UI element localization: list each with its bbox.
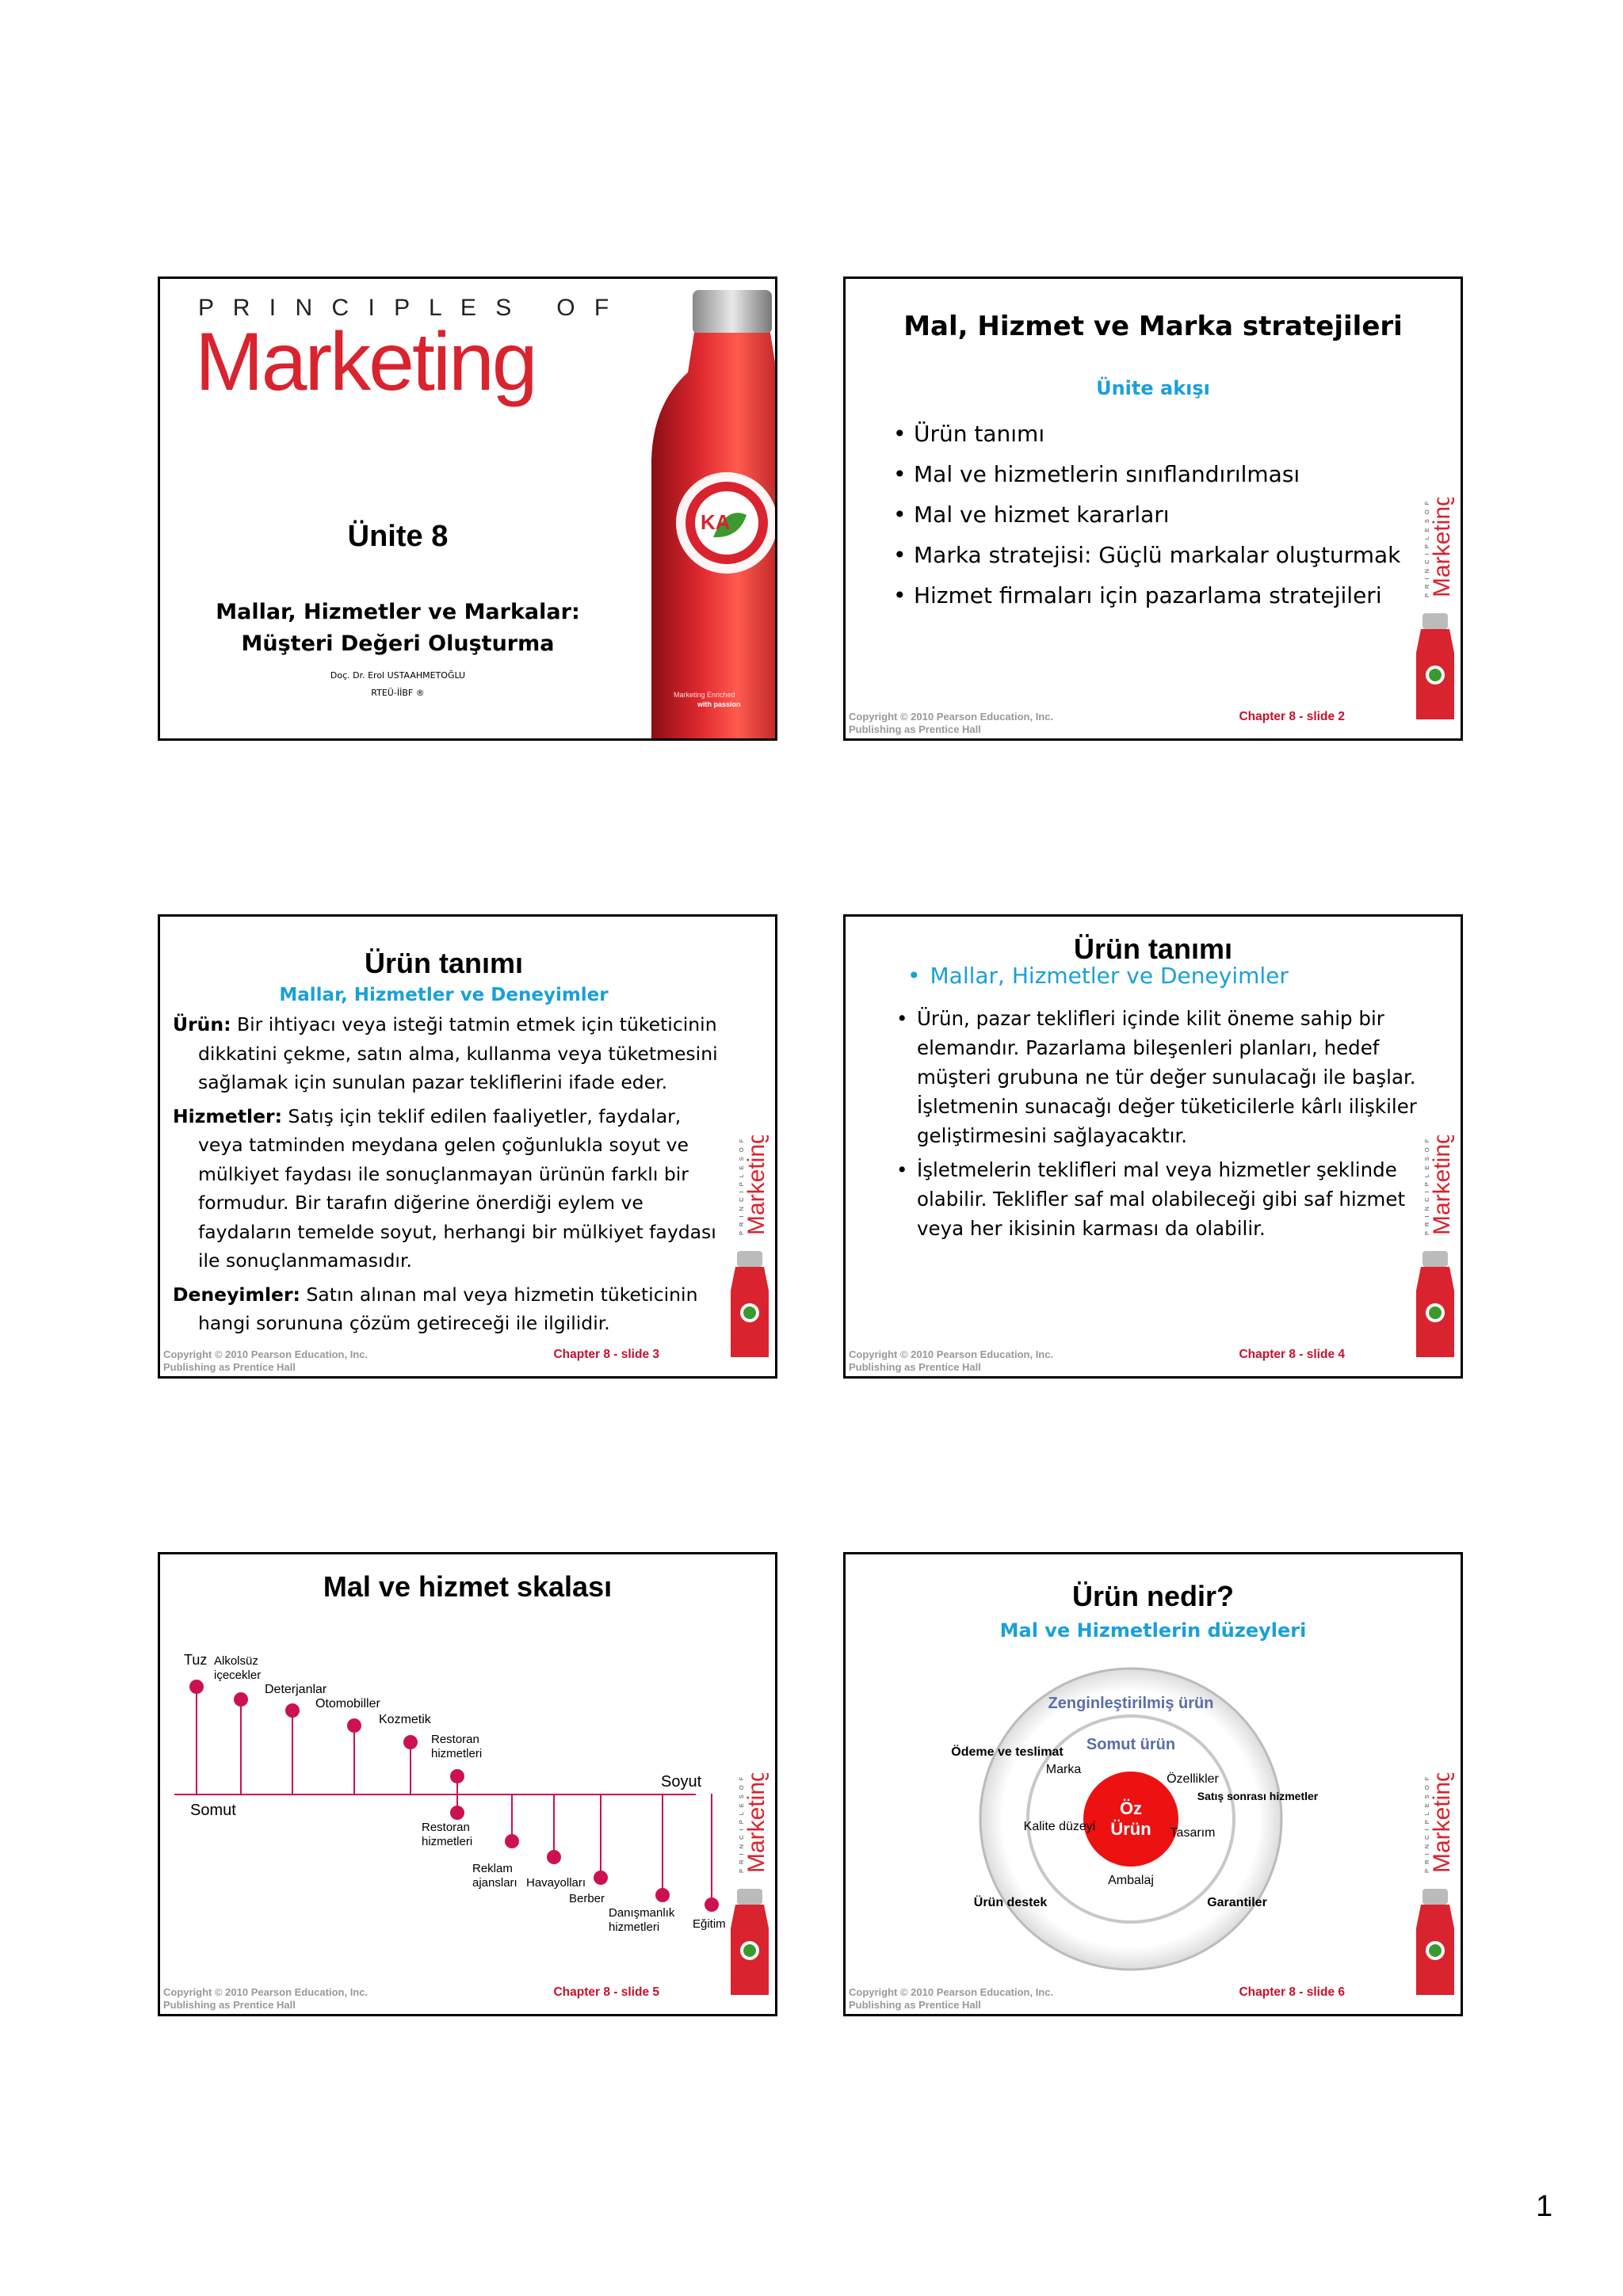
svg-text:Ambalaj: Ambalaj [1108,1874,1154,1887]
bullet-item: • Mal ve hizmet kararları [892,494,1415,535]
side-logo [1415,1135,1456,1357]
scale-dot [285,1703,300,1718]
side-logo-mark [729,1773,770,1995]
scale-item-label: Restoran hizmetleri [431,1733,483,1760]
page-number: 1 [1536,2190,1553,2223]
side-logo [729,1135,770,1357]
svg-text:Marketing: Marketing [743,1773,769,1873]
title-line-2: Müşteri Değeri Oluşturma [241,631,555,656]
side-logo-mark [1415,1135,1456,1357]
bullet-item: • Hizmet firmaları için pazarlama stratejileri [892,575,1415,616]
scale-dot [594,1871,608,1885]
svg-text:Özellikler: Özellikler [1167,1772,1219,1786]
scale-dot [655,1888,670,1902]
svg-text:Ödeme ve teslimat: Ödeme ve teslimat [951,1745,1064,1759]
slide-subtitle: Ünite akışı [1096,377,1210,399]
scale-dot [234,1692,248,1707]
scale-item-label: Tuz [184,1652,208,1668]
slide-title: Mal ve hizmet skalası [323,1570,613,1603]
scale-axis [174,1794,696,1795]
slide-4 [843,914,1463,1379]
chapter-slide-label: Chapter 8 - slide 4 [1239,1348,1345,1361]
svg-text:Marketing Enriched: Marketing Enriched [674,691,735,699]
copyright: Copyright © 2010 Pearson Education, Inc. Publishing as Prentice Hall [849,1348,1054,1373]
svg-text:Tasarım: Tasarım [1170,1826,1216,1840]
series-label: P R I N C I P L E S O F [198,295,616,321]
slide-3 [158,914,777,1379]
svg-text:P R I N C I P L E S O F: P R I N C I P L E S O F [738,1137,745,1235]
definitions [173,1010,731,1338]
scale-dot [450,1806,464,1820]
slide-6 [843,1552,1463,2016]
scale-dot [403,1735,418,1749]
copyright: Copyright © 2010 Pearson Education, Inc. Publishing as Prentice Hall [163,1986,369,2011]
scale-stem [410,1742,411,1794]
bullet-item: • Marka stratejisi: Güçlü markalar oluşturmak [892,535,1415,575]
svg-text:KA: KA [701,510,731,534]
slide-title: Ürün tanımı [364,947,523,979]
slide-1 [158,277,777,741]
definition-services: Hizmetler: Satış için teklif edilen faaliyetler, faydalar, veya tatminden meydana gelen çoğunlukla soyut ve mülkiyet faydası ile sonuçlanmayan ürünün farklı bir formudur. Bir tarafın diğerine önerdiği eylem ve faydaların temelde soyut, herhangi bir mülkiyet faydası ile sonuçlanmamasıdır. [173,1104,716,1272]
slide-title: Ürün tanımı [1073,933,1232,965]
svg-text:Kalite düzeyi: Kalite düzeyi [1023,1820,1096,1833]
brand-wordmark: Marketing [195,316,536,408]
chapter-slide-label: Chapter 8 - slide 6 [1239,1985,1345,1999]
svg-text:Ürün destek: Ürün destek [973,1896,1048,1909]
slide-subtitle: Mallar, Hizmetler ve Deneyimler [279,985,609,1005]
svg-text:Marketing: Marketing [743,1135,769,1235]
side-logo-mark [729,1135,770,1357]
scale-stem [292,1711,293,1794]
side-logo [1415,498,1456,719]
bullet-item: • Ürün, pazar teklifleri içinde kilit öneme sahip bir elemandır. Pazarlama bileşenleri planları, hedef müşteri grubuna ne tür değer sunulacağı ile başlar. İşletmenin sunacağı değer tüketicilerle kârlı ilişkiler geliştirmesini sağlayacaktır. [895,1004,1418,1150]
slide-2 [843,277,1463,741]
chapter-slide-label: Chapter 8 - slide 3 [553,1348,659,1361]
scale-item-label: Danışmanlık hizmetleri [609,1906,675,1934]
copyright: Copyright © 2010 Pearson Education, Inc. Publishing as Prentice Hall [849,711,1054,735]
svg-text:Öz: Öz [1119,1798,1143,1818]
svg-text:Marka: Marka [1045,1763,1082,1776]
scale-dot [450,1769,464,1783]
scale-dot [547,1850,561,1864]
author: Doç. Dr. Erol USTAAHMETOĞLU [330,670,466,681]
scale-stem [600,1794,601,1878]
scale-item-label: Deterjanlar [265,1683,327,1696]
scale-dot [189,1680,204,1694]
unit-title: Ünite 8 [347,520,449,553]
svg-text:P R I N C I P L E S O F: P R I N C I P L E S O F [1423,499,1430,597]
definition-product: Ürün: Bir ihtiyacı veya isteği tatmin etmek için tüketicinin dikkatini çekme, satın alma, kullanma veya tüketmesini sağlamak için sunulan pazar tekliflerini ifade eder. [173,1013,718,1093]
slide-subtitle: Mal ve Hizmetlerin düzeyleri [999,1619,1307,1642]
copyright: Copyright © 2010 Pearson Education, Inc. Publishing as Prentice Hall [849,1986,1054,2011]
svg-text:Satış sonrası hizmetler: Satış sonrası hizmetler [1197,1790,1319,1802]
copyright: Copyright © 2010 Pearson Education, Inc. Publishing as Prentice Hall [163,1348,369,1373]
scale-item-label: Berber [569,1892,605,1905]
bullet-item: • İşletmelerin teklifleri mal veya hizmetler şeklinde olabilir. Teklifler saf mal olabileceği gibi saf hizmet veya her ikisinin karması da olabilir. [895,1155,1418,1243]
definition-experiences: Deneyimler: Satın alınan mal veya hizmetin tüketicinin hangi sorununa çözüm getireceği ile ilgilidir. [173,1283,698,1334]
scale-stem [240,1699,242,1794]
title-line-1: Mallar, Hizmetler ve Markalar: [216,600,580,624]
scale-item-label: Eğitim [693,1917,726,1931]
scale-dot [347,1718,361,1733]
scale-stem [662,1794,663,1895]
scale-item-label: Reklam ajansları [472,1862,517,1890]
bullet-list [892,414,1415,616]
svg-text:Marketing: Marketing [1429,1773,1455,1873]
slide-5 [158,1552,777,2016]
side-logo [729,1773,770,1995]
slide-title: Mal, Hizmet ve Marka stratejileri [903,311,1403,342]
svg-text:P R I N C I P L E S O F: P R I N C I P L E S O F [1423,1137,1430,1235]
scale-item-label: Otomobiller [315,1697,380,1711]
svg-text:Zenginleştirilmiş ürün: Zenginleştirilmiş ürün [1048,1695,1214,1712]
svg-text:Marketing: Marketing [1429,1135,1455,1235]
institution: RTEÜ-İİBF ® [371,688,425,698]
scale-item-label: Havayolları [526,1876,586,1890]
bullet-list [895,1004,1418,1243]
scale-dot [705,1897,719,1912]
svg-text:Marketing: Marketing [1429,498,1455,597]
chapter-slide-label: Chapter 8 - slide 2 [1239,710,1345,723]
bullet-item: • Ürün tanımı [892,414,1415,454]
scale-stem [711,1794,712,1905]
somut-label: Somut [190,1802,236,1819]
scale-dot [505,1834,519,1848]
svg-text:Somut ürün: Somut ürün [1086,1736,1176,1753]
scale-item-label: Alkolsüz içecekler [214,1654,262,1682]
slide-title: Ürün nedir? [1072,1580,1234,1612]
scale-item-label: Restoran hizmetleri [422,1821,473,1848]
chapter-slide-label: Chapter 8 - slide 5 [553,1985,659,1999]
svg-text:P R I N C I P L E S O F: P R I N C I P L E S O F [1423,1775,1430,1873]
svg-text:Ürün: Ürün [1110,1819,1151,1839]
bullet-item: • Mal ve hizmetlerin sınıflandırılması [892,454,1415,494]
scale-stem [196,1687,197,1794]
soyut-label: Soyut [661,1773,702,1791]
juice-bottle-image [636,285,777,741]
side-logo [1415,1773,1456,1995]
side-logo-mark [1415,498,1456,719]
product-levels-diagram [939,1651,1319,1984]
scale-item-label: Kozmetik [379,1713,431,1726]
svg-text:Garantiler: Garantiler [1207,1896,1267,1909]
scale-stem [553,1794,555,1857]
svg-text:with passion: with passion [697,700,741,708]
svg-text:P R I N C I P L E S O F: P R I N C I P L E S O F [738,1775,745,1873]
slide-subtitle: • Mallar, Hizmetler ve Deneyimler [907,963,1289,989]
scale-stem [353,1726,355,1794]
side-logo-mark [1415,1773,1456,1995]
